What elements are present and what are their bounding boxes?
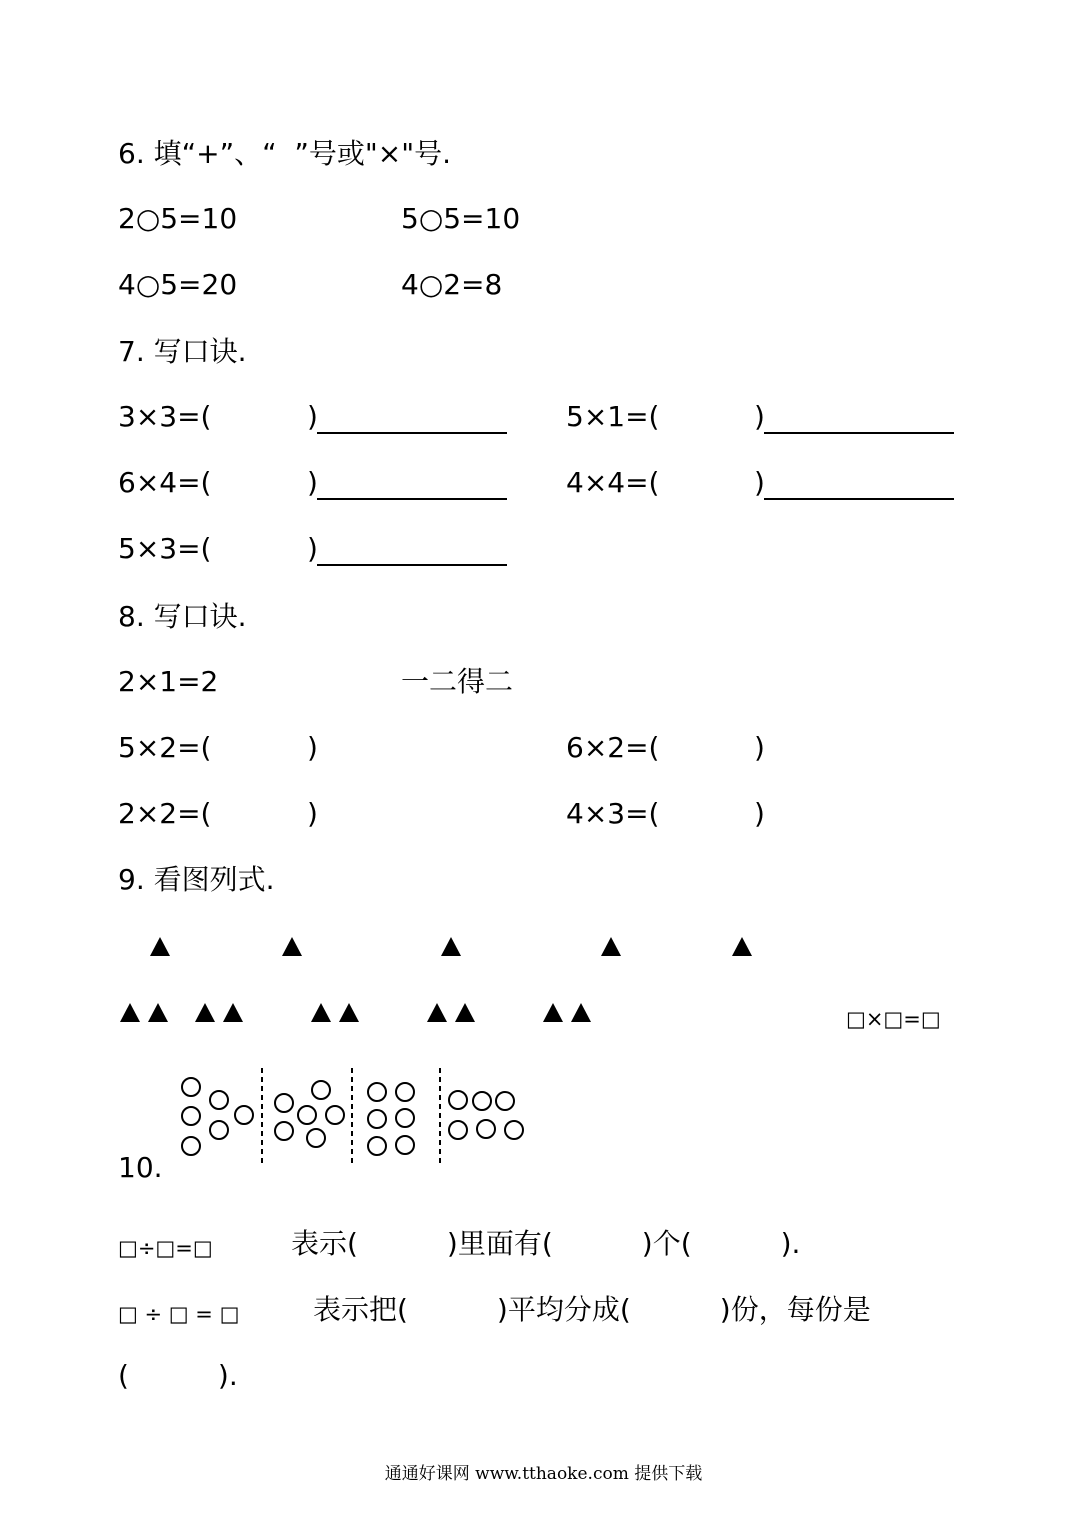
circle-icon [496,1092,514,1110]
circle-icon [396,1136,414,1154]
q7-item-5: 5×3=( [118,532,212,565]
circle-icon [182,1137,200,1155]
circle-icon [368,1137,386,1155]
q8-item-3: 2×2=( [118,797,212,830]
circle-icon [449,1091,467,1109]
q10-formula-1: □÷□=□ [118,1236,213,1260]
q7-item-4: 4×4=( [566,466,660,499]
circle-icon [210,1121,228,1139]
circle-icon [473,1092,491,1110]
q8-close-1: ) [307,731,318,764]
q9-formula: □×□=□ [846,1007,941,1031]
q10-line-3: ( ). [118,1359,238,1392]
q6-item-2: 5○5=10 [401,202,521,235]
circle-icon [210,1091,228,1109]
circle-icon [235,1106,253,1124]
circle-icon [477,1120,495,1138]
q8-item-1: 5×2=( [118,731,212,764]
q7-close-2: ) [754,400,765,433]
page-footer: 通通好课网 www.tthaoke.com 提供下载 [384,1464,703,1484]
q7-item-1: 3×3=( [118,400,212,433]
q7-item-3: 6×4=( [118,466,212,499]
circle-icon [368,1110,386,1128]
circle-icon [182,1078,200,1096]
q6-item-1: 2○5=10 [118,202,238,235]
q10-number: 10. [118,1151,163,1184]
q8-title: 8. 写口诀. [118,600,247,633]
q6-item-3: 4○5=20 [118,268,238,301]
circle-icon [326,1106,344,1124]
circle-icon [396,1109,414,1127]
circle-icon [307,1129,325,1147]
q8-example-rhyme: 一二得二 [401,665,514,698]
q6-title: 6. 填“+”、“ ”号或"×"号. [118,137,452,170]
q8-close-4: ) [754,797,765,830]
q8-close-3: ) [307,797,318,830]
circle-icon [396,1083,414,1101]
q7-close-1: ) [307,400,318,433]
circle-icon [275,1122,293,1140]
q8-example-equation: 2×1=2 [118,665,219,698]
q6-item-4: 4○2=8 [401,268,503,301]
q9-title: 9. 看图列式. [118,863,275,896]
circle-icon [368,1083,386,1101]
circle-icon [182,1107,200,1125]
q8-item-2: 6×2=( [566,731,660,764]
circle-icon [505,1121,523,1139]
q7-close-5: ) [307,532,318,565]
circle-icon [449,1121,467,1139]
q10-line-1: 表示( )里面有( )个( ). [291,1227,801,1260]
q8-close-2: ) [754,731,765,764]
q7-close-4: ) [754,466,765,499]
q10-formula-2: □ ÷ □ = □ [118,1302,240,1326]
q7-close-3: ) [307,466,318,499]
q7-item-2: 5×1=( [566,400,660,433]
circle-icon [275,1094,293,1112]
circle-icon [312,1081,330,1099]
circle-icon [298,1106,316,1124]
q7-title: 7. 写口诀. [118,335,247,368]
q10-line-2: 表示把( )平均分成( )份，每份是 [313,1293,871,1326]
q8-item-4: 4×3=( [566,797,660,830]
